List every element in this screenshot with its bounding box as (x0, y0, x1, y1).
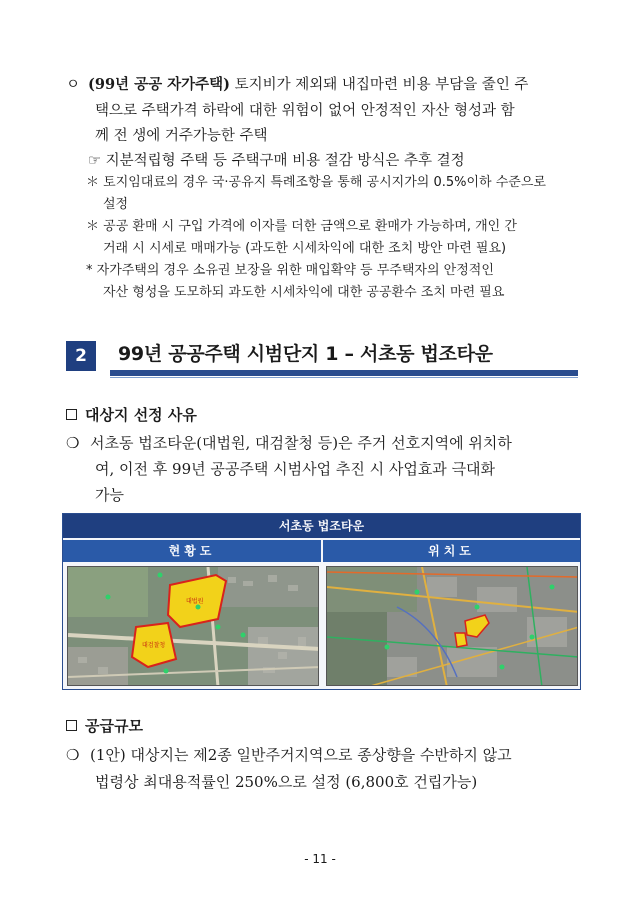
checkbox-icon (66, 409, 77, 420)
footnote: 거래 시 시세로 매매가능 (과도한 시세차익에 대한 조치 방안 마련 필요) (103, 241, 507, 256)
aerial-photo (327, 567, 578, 686)
section-title: 99년 공공주택 시범단지 1 – 서초동 법조타운 (118, 343, 493, 365)
location-map (326, 566, 578, 686)
figure-header-current: 현황도 (63, 540, 321, 562)
aerial-photo (68, 567, 319, 686)
paragraph-line: 택으로 주택가격 하락에 대한 위험이 없어 안정적인 자산 형성과 함 (95, 103, 515, 119)
footnote: ＊ 공공 환매 시 구입 가격에 이자를 더한 금액으로 환매가 가능하며, 개인 간 (86, 219, 517, 234)
bullet-circle: ❍ (66, 746, 80, 764)
paragraph-line: 법령상 최대용적률인 250%으로 설정 (6,800호 건립가능) (95, 773, 478, 791)
section-number-badge: 2 (66, 341, 96, 371)
note-pointer: ☞ 지분적립형 주택 등 주택구매 비용 절감 방식은 추후 결정 (88, 153, 465, 169)
footnote: 설정 (103, 197, 129, 212)
figure-header-location: 위치도 (323, 540, 580, 562)
current-status-map (67, 566, 319, 686)
bullet-circle: ㅇ (66, 77, 81, 93)
subsection-title: 대상지 선정 사유 (66, 403, 197, 427)
page-number: - 11 - (304, 852, 336, 866)
paragraph-line: 서초동 법조타운(대법원, 대검찰청 등)은 주거 선호지역에 위치하 (90, 434, 512, 452)
bullet-circle: ❍ (66, 434, 80, 452)
figure-title: 서초동 법조타운 (63, 514, 580, 538)
paragraph-line: (99년 공공 자가주택) 토지비가 제외돼 내집마련 비용 부담을 줄인 주 (88, 76, 529, 93)
paragraph-line: 여, 이전 후 99년 공공주택 시범사업 추진 시 사업효과 극대화 (95, 460, 496, 478)
label-prosecutors-office: 대검찰청 (142, 642, 166, 649)
footnote: ＊ 토지임대료의 경우 국·공유지 특례조항을 통해 공시지가의 0.5%이하 수준으로 (86, 175, 546, 190)
paragraph-line: 가능 (95, 486, 124, 504)
heading-underline-thin (110, 377, 578, 378)
public-housing-label: (99년 공공 자가주택) (88, 76, 231, 93)
footnote: * 자가주택의 경우 소유권 보장을 위한 매입확약 등 무주택자의 안정적인 (86, 263, 494, 278)
heading-underline (110, 370, 578, 376)
paragraph-line: 께 전 생에 거주가능한 주택 (95, 128, 268, 144)
subsection-title: 공급규모 (66, 714, 143, 738)
map-figure (62, 513, 581, 690)
checkbox-icon (66, 720, 77, 731)
paragraph-line: (1안) 대상지는 제2종 일반주거지역으로 종상향을 수반하지 않고 (90, 746, 512, 764)
label-supreme-court: 대법원 (186, 598, 204, 605)
footnote: 자산 형성을 도모하되 과도한 시세차익에 대한 공공환수 조치 마련 필요 (103, 285, 505, 300)
